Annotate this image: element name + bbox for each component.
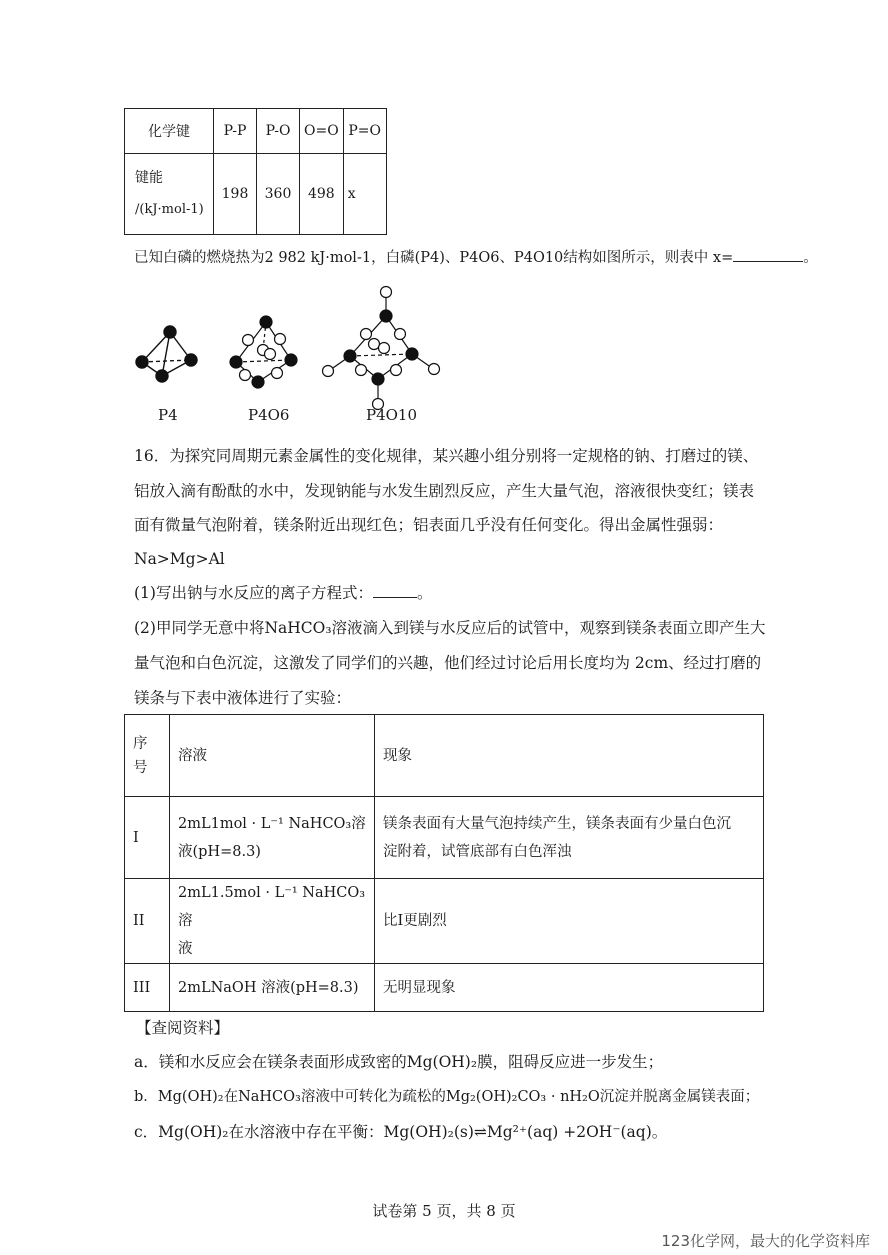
row-phenomenon: 比I更剧烈: [375, 879, 764, 964]
row-solution-l1: 2mL1.5mol · L⁻¹ NaHCO₃溶: [178, 885, 366, 929]
row-id: I: [125, 797, 170, 879]
answer-blank-x[interactable]: [733, 247, 803, 262]
caption-p4: P4: [158, 406, 178, 424]
q16-sub2-line-2: 量气泡和白色沉淀，这激发了同学们的兴趣，他们经过讨论后用长度均为 2cm、经过打磨的: [134, 654, 762, 672]
energy-po: 360: [257, 154, 300, 235]
q16-line-2: 铝放入滴有酚酞的水中，发现钠能与水发生剧烈反应，产生大量气泡，溶液很快变红；镁表: [134, 482, 755, 500]
row-id: III: [125, 964, 170, 1012]
table-row: [125, 797, 764, 879]
q16-sub1-text: (1)写出钠与水反应的离子方程式：: [134, 584, 373, 602]
energy-label-line1: 键能: [135, 170, 163, 186]
row-solution: [170, 879, 375, 964]
caption-p4o6: P4O6: [248, 406, 290, 424]
reference-title: 【查阅资料】: [136, 1019, 230, 1037]
row-solution-l1: 2mL1mol · L⁻¹ NaHCO₃溶: [178, 815, 366, 832]
q16-line-1: 16．为探究同周期元素金属性的变化规律，某兴趣小组分别将一定规格的钠、打磨过的镁、: [134, 447, 759, 465]
header-solution: 溶液: [170, 715, 375, 797]
q16-sub2-line-1: (2)甲同学无意中将NaHCO₃溶液滴入到镁与水反应后的试管中，观察到镁条表面立即产生大: [134, 619, 766, 637]
energy-label-line2: /(kJ·mol-1): [135, 202, 204, 217]
q16-line-4: Na>Mg>Al: [134, 550, 225, 568]
q16-line-3: 面有微量气泡附着，镁条附近出现红色；铝表面几乎没有任何变化。得出金属性强弱：: [134, 516, 724, 534]
bond-header-label: 化学键: [125, 109, 214, 154]
bond-header-po: P-O: [257, 109, 300, 154]
answer-blank-ionic-eq[interactable]: [373, 583, 417, 598]
experiment-table: [124, 714, 764, 1012]
caption-p4o10: P4O10: [366, 406, 418, 424]
watermark: 123化学网，最大的化学资料库: [661, 1232, 870, 1250]
row-phenomenon: 无明显现象: [375, 964, 764, 1012]
p4o6-structure: [230, 316, 297, 388]
header-id: [125, 715, 170, 797]
table-row: [125, 879, 764, 964]
q15-statement: [134, 247, 818, 268]
bond-header-pdo: P=O: [343, 109, 386, 154]
p4o10-structure: [323, 287, 440, 410]
q15-end: 。: [803, 250, 818, 266]
q15-text: 已知白磷的燃烧热为2 982 kJ·mol-1，白磷(P4)、P4O6、P4O10结构如图所示，则表中 x=: [134, 250, 734, 266]
p4-structure: [136, 326, 197, 382]
q16-sub1-end: 。: [416, 584, 433, 602]
table-row: [125, 964, 764, 1012]
table-row: [125, 715, 764, 797]
reference-item-b: b．Mg(OH)₂在NaHCO₃溶液中可转化为疏松的Mg₂(OH)₂CO₃ · nH₂O沉淀并脱离金属镁表面；: [134, 1089, 760, 1105]
row-phenomenon: [375, 797, 764, 879]
row-solution-l2: 液: [178, 941, 193, 957]
row-solution: [170, 797, 375, 879]
q16-sub2-line-3: 镁条与下表中液体进行了实验：: [134, 689, 352, 707]
energy-oo: 498: [300, 154, 344, 235]
bond-header-oo: O=O: [300, 109, 344, 154]
row-phenomenon-l1: 镁条表面有大量气泡持续产生，镁条表面有少量白色沉: [383, 815, 731, 832]
reference-item-c: c．Mg(OH)₂在水溶液中存在平衡：Mg(OH)₂(s)⇌Mg²⁺(aq) +2OH⁻(aq)。: [134, 1123, 668, 1141]
energy-label-cell: [125, 154, 214, 235]
header-phenomenon: 现象: [375, 715, 764, 797]
q16-sub1: [134, 583, 432, 603]
header-id-text: 序号: [133, 735, 148, 776]
bond-header-pp: P-P: [214, 109, 257, 154]
row-solution-l2: 液(pH=8.3): [178, 843, 261, 860]
row-solution: 2mLNaOH 溶液(pH=8.3): [170, 964, 375, 1012]
energy-pp: 198: [214, 154, 257, 235]
row-id: II: [125, 879, 170, 964]
row-phenomenon-l2: 淀附着，试管底部有白色浑浊: [383, 843, 572, 860]
reference-item-a: a．镁和水反应会在镁条表面形成致密的Mg(OH)₂膜，阻碍反应进一步发生；: [134, 1053, 664, 1071]
page-footer: 试卷第 5 页，共 8 页: [372, 1202, 516, 1220]
bond-energy-table: [124, 108, 387, 235]
energy-pdo: x: [343, 154, 386, 235]
